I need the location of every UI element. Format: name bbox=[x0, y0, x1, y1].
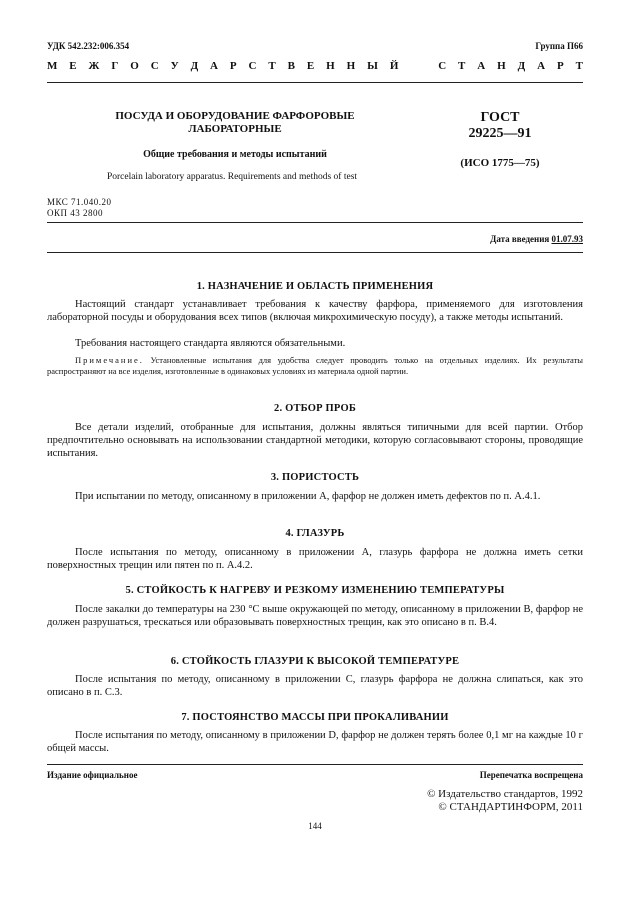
group-code: Группа П66 bbox=[535, 41, 583, 51]
interstate-standard-banner bbox=[47, 60, 583, 72]
interstate-letter: В bbox=[287, 60, 295, 72]
section-4-heading: 4. ГЛАЗУРЬ bbox=[285, 528, 345, 539]
section-6-heading: 6. СТОЙКОСТЬ ГЛАЗУРИ К ВЫСОКОЙ ТЕМПЕРАТУРЕ bbox=[170, 656, 460, 667]
section-1-paragraph-2: Требования настоящего стандарта являются обязательными. bbox=[75, 338, 346, 349]
interstate-letter: Н bbox=[346, 60, 356, 72]
section-6-paragraph-1: После испытания по методу, описанному в приложении С, глазурь фарфора не должна слипаться, как это описано в п. С.3. bbox=[47, 674, 583, 698]
title-divider bbox=[47, 222, 583, 223]
standard-letter: С bbox=[438, 60, 447, 72]
gost-number: 29225—91 bbox=[468, 126, 532, 141]
note-text: Установленные испытания для удобства следует проводить только на отдельных изделиях. Их результаты распространяют на все изделия, изготовленные в одинаковых условиях из материала одной партии. bbox=[47, 355, 584, 376]
okp-code: ОКП 43 2800 bbox=[47, 208, 104, 218]
banner-gap bbox=[410, 60, 426, 72]
standard-letter: Т bbox=[575, 60, 583, 72]
interstate-letter: Р bbox=[229, 60, 237, 72]
interstate-letter: С bbox=[248, 60, 257, 72]
section-1-heading: 1. НАЗНАЧЕНИЕ И ОБЛАСТЬ ПРИМЕНЕНИЯ bbox=[196, 281, 434, 292]
section-1-note bbox=[47, 355, 583, 377]
section-2-heading: 2. ОТБОР ПРОБ bbox=[274, 403, 356, 414]
note-label: Примечание. bbox=[75, 355, 144, 365]
standard-letter: Н bbox=[497, 60, 506, 72]
interstate-letter: Е bbox=[306, 60, 315, 72]
udk-code: УДК 542.232:006.354 bbox=[47, 41, 130, 51]
standard-letter: Р bbox=[556, 60, 564, 72]
official-edition-label: Издание официальное bbox=[47, 770, 138, 780]
section-2-paragraph-1: Все детали изделий, отобранные для испытания, должны являться типичными для всей партии. Отбор предпочтительно основывать на использовании стандартной методики, которую согласовывают стороны, проводящие испытания. bbox=[47, 422, 583, 459]
introduction-date bbox=[490, 234, 583, 244]
section-5-paragraph-1: После закалки до температуры на 230 °С выше окружающей по методу, описанному в приложении В, фарфор не должен разрушаться, трескаться или образовывать поверхностных трещин, как это описано в п. В.4. bbox=[47, 604, 583, 628]
interstate-letter: М bbox=[47, 60, 58, 72]
interstate-letter: Г bbox=[111, 60, 119, 72]
interstate-letter: О bbox=[130, 60, 139, 72]
page-number: 144 bbox=[308, 821, 322, 831]
document-title bbox=[90, 110, 380, 136]
standard-letter: А bbox=[477, 60, 486, 72]
gost-designation bbox=[445, 110, 555, 142]
section-4-paragraph-1: После испытания по методу, описанному в приложении А, глазурь фарфора не должна иметь сетки поверхностных трещин или пятен по п. А.4.2. bbox=[47, 547, 583, 571]
copyright-line-2: © СТАНДАРТИНФОРМ, 2011 bbox=[438, 801, 583, 813]
interstate-letter: Ж bbox=[88, 60, 100, 72]
intro-divider bbox=[47, 252, 583, 253]
section-1-paragraph-1: Настоящий стандарт устанавливает требования к качеству фарфора, применяемого для изготовления лабораторной посуды и оборудования всех типов (включая микрохимическую посуду), а также методы испытаний. bbox=[47, 299, 583, 323]
interstate-letter: Е bbox=[69, 60, 77, 72]
standard-letter: А bbox=[537, 60, 546, 72]
interstate-letter: Т bbox=[268, 60, 276, 72]
section-7-paragraph-1: После испытания по методу, описанному в приложении D, фарфор не должен терять более 0,1 мг на каждые 10 г общей массы. bbox=[47, 730, 583, 754]
interstate-letter: Й bbox=[389, 60, 399, 72]
iso-reference: (ИСО 1775—75) bbox=[460, 157, 540, 169]
interstate-letter: Н bbox=[326, 60, 335, 72]
interstate-letter: Д bbox=[190, 60, 199, 72]
document-subtitle: Общие требования и методы испытаний bbox=[143, 149, 327, 160]
section-3-paragraph-1: При испытании по методу, описанному в приложении А, фарфор не должен иметь дефектов по п. А.4.1. bbox=[75, 491, 541, 502]
mks-code: МКС 71.040.20 bbox=[47, 197, 112, 207]
intro-date-label: Дата введения bbox=[490, 234, 550, 244]
gost-label: ГОСТ bbox=[480, 110, 520, 125]
intro-date-value: 01.07.93 bbox=[551, 234, 583, 244]
english-title: Porcelain laboratory apparatus. Requirements and methods of test bbox=[106, 172, 358, 182]
standard-letter: Д bbox=[517, 60, 526, 72]
interstate-letter: С bbox=[150, 60, 159, 72]
section-3-heading: 3. ПОРИСТОСТЬ bbox=[270, 472, 360, 483]
interstate-letter: Ы bbox=[367, 60, 378, 72]
title-line-1: ПОСУДА И ОБОРУДОВАНИЕ ФАРФОРОВЫЕ bbox=[115, 110, 355, 122]
classification-codes bbox=[47, 197, 112, 219]
section-7-heading: 7. ПОСТОЯНСТВО МАССЫ ПРИ ПРОКАЛИВАНИИ bbox=[181, 712, 449, 723]
footer-divider bbox=[47, 764, 583, 765]
interstate-letter: У bbox=[170, 60, 179, 72]
header-divider bbox=[47, 82, 583, 83]
title-line-2: ЛАБОРАТОРНЫЕ bbox=[188, 123, 282, 135]
reprint-prohibited-label: Перепечатка воспрещена bbox=[479, 770, 583, 780]
copyright-line-1: © Издательство стандартов, 1992 bbox=[427, 788, 583, 800]
section-5-heading: 5. СТОЙКОСТЬ К НАГРЕВУ И РЕЗКОМУ ИЗМЕНЕНИЮ ТЕМПЕРАТУРЫ bbox=[125, 585, 505, 596]
interstate-letter: А bbox=[210, 60, 218, 72]
standard-letter: Т bbox=[458, 60, 466, 72]
copyright-block bbox=[427, 788, 583, 814]
